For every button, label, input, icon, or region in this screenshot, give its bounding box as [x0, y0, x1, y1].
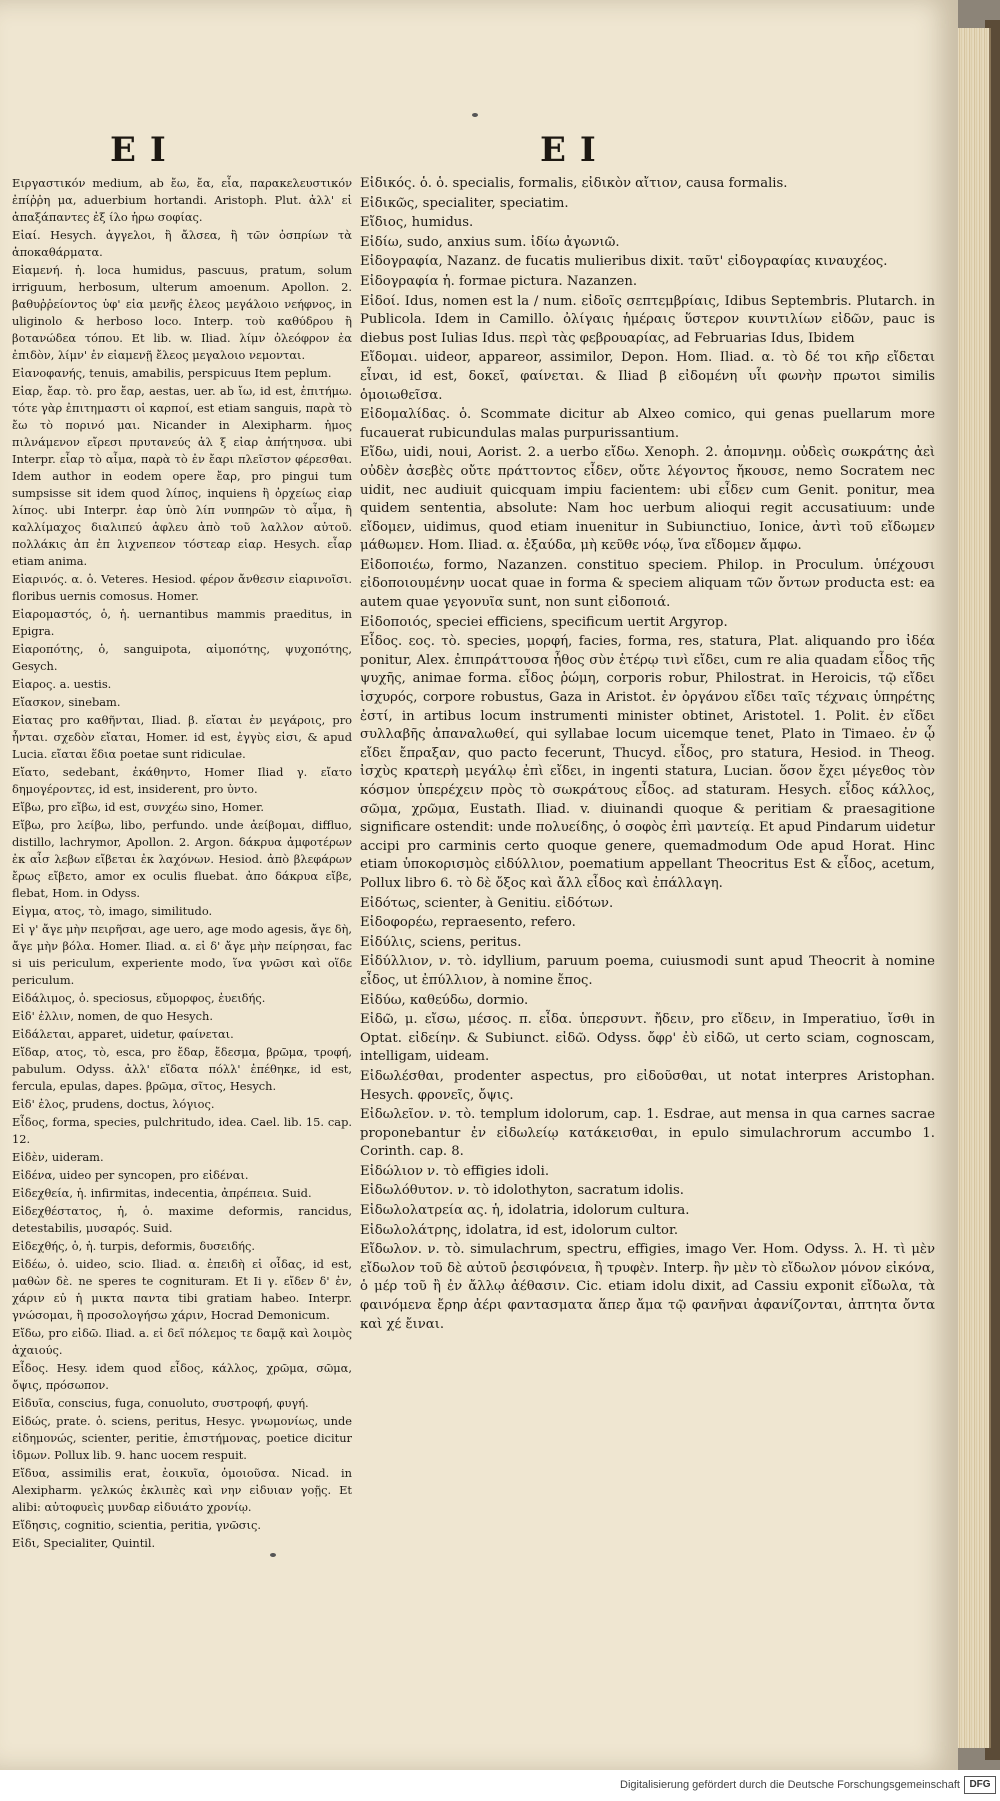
- dictionary-entry: Εἰδωλόθυτον. ν. τὸ idolothyton, sacratum idolis.: [360, 1183, 684, 1199]
- dictionary-entry: Εἴδαρ, ατος, τὸ, esca, pro ἔδαρ, ἔδεσμα, βρῶμα, τροφή, pabulum. Odyss. ἀλλ' εἴδατα πόλλ' ἐπέθηκε, id est, fercula, epulas, dapes. βρῶμα, σῖτος, Hesych.: [12, 1045, 352, 1093]
- dictionary-entry: Εἰαρινός. α. ὁ. Veteres. Hesiod. φέρον ἄνθεσιν εἰαρινοῖσι. floribus uernis comosus. Homer.: [12, 572, 352, 603]
- dictionary-entry: Εἴβω, pro λείβω, libo, perfundo. unde ἀείβομαι, diffluo, distillo, lachrymor, Apollon. 2. Argon. δάκρυα ἀμφοτέρων ἐκ αἶσ λεβων εἴβεται ἐκ λαχόνων. Hesiod. ἀπὸ βλεφάρων ἔρως εἴβετο, amor ex oculis fluebat. ἀπο δάκρυα εἴβε, flebat, Hom. in Odyss.: [12, 818, 352, 900]
- dictionary-entry: Εἰδογραφία ἡ. formae pictura. Nazanzen.: [360, 273, 638, 289]
- dictionary-entry: Εἶδος, forma, species, pulchritudo, idea. Cael. lib. 15. cap. 12.: [12, 1115, 352, 1146]
- dictionary-entry: Εἰαρομαστός, ὁ, ἡ. uernantibus mammis praeditus, in Epigra.: [12, 607, 352, 638]
- digitization-footer: [0, 1770, 1000, 1801]
- dictionary-entry: Εἴβω, pro εἴβω, id est, συνχέω sino, Homer.: [12, 800, 264, 814]
- dictionary-entry: Εἰδυῖα, conscius, fuga, conuoluto, συστροφή, φυγή.: [12, 1396, 309, 1410]
- dictionary-entry: Εἴδιος, humidus.: [360, 215, 474, 231]
- ink-mark: [270, 1553, 276, 1557]
- left-column: [12, 175, 352, 1553]
- dictionary-entry: Εἰδύλλιον, ν. τὸ. idyllium, paruum poema, cuiusmodi sunt apud Theocrit à nomine εἶδος, ut ἐπύλλιον, à nomine ἔπος.: [360, 954, 935, 988]
- footer-credit: Digitalisierung gefördert durch die Deutsche Forschungsgemeinschaft: [620, 1779, 960, 1791]
- dictionary-entry: Εἰδοποιός, speciei efficiens, specificum uertit Argyrop.: [360, 614, 728, 630]
- dictionary-entry: Εἰδίω, sudo, anxius sum. ἰδίω ἀγωνιῶ.: [360, 234, 620, 250]
- dictionary-entry: Εἰδομαλίδας. ὁ. Scommate dicitur ab Alxeo comico, qui genas puellarum more fucauerat rubicundulas malas purpurissantium.: [360, 407, 935, 441]
- dictionary-entry: Εἰδεχθέστατος, ἡ, ὁ. maxime deformis, rancidus, detestabilis, μυσαρός. Suid.: [12, 1204, 352, 1235]
- dictionary-entry: Εἶδος. Hesy. idem quod εἶδος, κάλλος, χρῶμα, σῶμα, ὄψις, πρόσωπον.: [12, 1361, 352, 1392]
- dictionary-entry: Εἰδι, Specialiter, Quintil.: [12, 1536, 156, 1550]
- dictionary-entry: Εἰδοί. Idus, nomen est la / num. εἰδοῖς σεπτεμβρίαις, Idibus Septembris. Plutarch. in Publicola. Idem in Camillo. ὀλίγαις ἡμέραις ὕστερον κυιντιλίων εἰδῶν, pauc is diebus post Iulias Idus. περὶ τὰς φεβρουαρίας, ad Februarias Idus, Ibidem: [360, 293, 935, 346]
- dictionary-entry: Εἶδος. εος. τὸ. species, μορφή, facies, forma, res, statura, Plat. aliquando pro ἰδέα ponitur, Alex. ἐπιπράττουσα ἦθος σὺν ἑτέρῳ τινὶ εἴδει, cum re alia quadam εἶδος τῆς ψυχῆς, animae forma. εἶδος ῥώμη, corporis robur, Philostrat. in Heroicis, τῷ εἴδει ἰσχυρός, corpore robustus, Gaza in Aristot. ἐν ὀργάνου εἴδει ταῖς τέχναις ὑπηρέτης ἐστί, in artibus locum instrumenti minister obtinet, Aristotel. 1. Polit. ἐν εἴδει συλλαβῆς ἀπαναλωθεί, qui syllabae locum uicemque tenet, Plato in Timaeo. ἐν ᾧ εἴδει ἔπραξαν, quo pacto fecerunt, Thucyd. εἶδος, pro statura, Hesiod. in Theog. ἰσχὺς κρατερὴ μεγάλῳ ἐπὶ εἴδει, in ingenti statura, Lucian. ὅσον ἔχει μέγεθος τὸν κόσμον ὑπερέχειν πρὸς τὸ σωκράτους εἶδος. ad staturam. Hesych. εἶδος κάλλος, σῶμα, χρῶμα, Eustath. Iliad. v. diuinandi quoque & peritiam & praesagitione significare ostendit: unde πολυείδης, ὁ σοφὸς ἐπὶ μαντείᾳ. Et apud Pindarum uidetur accipi pro carminis certo quoque genere, quemadmodum Ode apud Horat. Hinc etiam ὑποκορισμὸς εἰδύλλιον, poematium appellant Theocritus Est & εἶδος, acetum, Pollux libro 6. τὸ δὲ ὄξος καὶ ἄλλ εἶδος καὶ ἐπάλλαγη.: [360, 634, 935, 891]
- dictionary-entry: Εἰανοφανής, tenuis, amabilis, perspicuus Item peplum.: [12, 366, 332, 380]
- dictionary-entry: Εἰγμα, ατος, τὸ, imago, similitudo.: [12, 904, 213, 918]
- header-left: EI: [110, 130, 180, 170]
- dictionary-entry: Εἰδότως, scienter, à Genitiu. εἰδότων.: [360, 895, 614, 911]
- dictionary-entry: Εἰαρ, ἔαρ. τὸ. pro ἔαρ, aestas, uer. ab ἴω, id est, ἐπιτήμω. τότε γὰρ ἐπιτημαστι οἱ καρποί, est etiam sanguis, παρὰ τὸ ἔω τὸ πορινό μαι. Nicander in Alexipharm. ἡμος πιλνάμενον εἴρεσι πρυτανεύς ἀλ ξ εἰαρ ἀπήτηυσα. ubi Interpr. εἶαρ τὸ αἷμα, παρὰ τὸ ἐν ἔαρι πλεῖστον φέρεσθαι. Idem author in eodem opere ἔαρ, pro pingui tum sumpsisse sit idem quod λίπος, inquiens ἢ ὀρχείως εἰαρ λίπος. ubi Interpr. ἐαρ ὑπὸ λίπ νυπηρῶν τὸ αἷμα, ἢ καλλίμαχος διαλιπεύ ἁφλευ ἀπὸ τοῦ λαλλον αὐτοῦ. πολλάκις ἀπ ἐπ λιχνεπεον τόστεαρ εἰαρ. Hesych. εἶαρ etiam anima.: [12, 384, 352, 568]
- dictionary-entry: Εἰδένα, uideo per syncopen, pro εἰδέναι.: [12, 1168, 249, 1182]
- dictionary-entry: Εἰδοφορέω, repraesento, refero.: [360, 915, 576, 931]
- dictionary-entry: Εἰδικῶς, specialiter, speciatim.: [360, 195, 569, 211]
- dictionary-entry: Εἰδωλέσθαι, prodenter aspectus, pro εἰδοῦσθαι, ut notat interpres Aristophan. Hesych. φρονεῖς, ὄψις.: [360, 1068, 935, 1103]
- dictionary-entry: Εἰδωλολατρεία ας. ἡ, idolatria, idolorum cultura.: [360, 1203, 690, 1219]
- dictionary-entry: Εἰδωλεῖον. ν. τὸ. templum idolorum, cap. 1. Esdrae, aut mensa in qua carnes sacrae proponebantur ἐν εἰδωλείῳ κατάκεισθαι, in epulo simulachrorum accumbo 1. Corinth. cap. 8.: [360, 1107, 935, 1160]
- dictionary-entry: Εἰ γ' ἄγε μὴν πειρῆσαι, age uero, age modo agesis, ἄγε δὴ, ἄγε μὴν βόλα. Homer. Iliad. α. εἰ δ' ἄγε μὴν πείρησαι, fac si uis periculum, experiente modo, ἵνα γνῶσι καὶ οἵδε periculum.: [12, 922, 352, 987]
- dictionary-entry: Εἰαί. Hesych. ἀγγελοι, ἢ ἄλσεα, ἢ τῶν ὀσπρίων τὰ ἀποκαθάρματα.: [12, 228, 352, 259]
- dictionary-entry: Εἰδάλιμος, ὁ. speciosus, εὔμορφος, ἐυειδής.: [12, 991, 266, 1005]
- dictionary-entry: Eιργαστικόν medium, ab ἔω, ἔα, εἶα, παρακελευστικόν ἐπίῤῥη μα, aduerbium hortandi. Aristoph. Plut. ἀλλ' εἰ ἀπαξάπαντες ἐξ ίλο ἡρω σοφίας.: [12, 176, 352, 224]
- dictionary-entry: Εἴδομαι. uideor, appareor, assimilor, Depon. Hom. Iliad. α. τὸ δέ τοι κῆρ εἴδεται εἶναι, id est, δοκεῖ, φαίνεται. & Iliad β εἰδομένη υἷι φωνὴν πρωτοι similis ὁμοιωθεῖσα.: [360, 350, 935, 403]
- dictionary-entry: Εἰδὲν, uideram.: [12, 1150, 104, 1164]
- dictionary-entry: Εἴδησις, cognitio, scientia, peritia, γνῶσις.: [12, 1518, 261, 1532]
- dictionary-entry: Εἰδ' ἐλλιν, nomen, de quo Hesych.: [12, 1009, 213, 1023]
- dictionary-entry: Εἴδυα, assimilis erat, ἐοικυῖα, ὁμοιοῦσα. Nicad. in Alexipharm. γελκώς ἐκλιπὲς καὶ νην εἰδυιαν γοῇς. Et alibi: αὐτοφυεὶς μυνδαρ εἰδυιάτο χρονίῳ.: [12, 1466, 352, 1514]
- dictionary-entry: Εἰαροπότης, ὁ, sanguipota, αἱμοπότης, ψυχοπότης, Gesych.: [12, 642, 352, 673]
- dfg-logo-icon: DFG: [964, 1776, 996, 1794]
- dictionary-entry: Εἰαμενή. ἡ. loca humidus, pascuus, pratum, solum irriguum, herbosum, ulterum amoenum. Apollon. 2. βαθυῤῥείοντος ὑφ' εἰα μενῆς ἑλεος μεγάλοιο νεήφνος, in uliginolo & herboso loco. Interp. τοὺ καθύδρου ἢ βοτανώδεα τόπου. Et lib. w. Iliad. λίμν ὀλεόφρον ἐα ἐπιδὸν, λίμν' ἐν εἰαμενῇ ἔλεος μεγαλοιο νεμονται.: [12, 263, 352, 362]
- dictionary-entry: Εἴατο, sedebant, ἐκάθηντο, Homer Iliad γ. εἴατο δημογέροντες, id est, insiderent, pro ὑντο.: [12, 765, 352, 796]
- dictionary-entry: Εἰδάλεται, apparet, uidetur, φαίνεται.: [12, 1027, 234, 1041]
- page-edges: [955, 28, 991, 1748]
- dictionary-entry: Εἴδω, uidi, noui, Aorist. 2. a uerbo εἴδω. Xenoph. 2. ἀπομνημ. οὐδεὶς σωκράτης ἀεὶ οὐδὲν ἀσεβὲς οὔτε πράττοντος εἶδεν, οὔτε λέγοντος ἤκουσε, nemo Socratem nec uidit, nec audiuit quicquam impiu facientem: ubi εἶδεν cum Genit. ponitur, mea quidem sententia, absolute: Nam hoc uerbum alioqui regit accusatiuum: unde εἴδομεν, uidimus, quod etiam inuenitur in Subiunctiuo, Ionice, ἀντὶ τοῦ εἴδωμεν μάθωμεν. Hom. Iliad. α. ἐξαύδα, μὴ κεῦθε νόῳ, ἵνα εἴδομεν ἄμφω.: [360, 445, 935, 554]
- dictionary-entry: Εἴδω, pro εἰδῶ. Iliad. a. εἰ δεῖ πόλεμος τε δαμᾷ καὶ λοιμὸς ἀχαιούς.: [12, 1326, 352, 1357]
- dictionary-entry: Εἰδώς, prate. ὁ. sciens, peritus, Hesyc. γνωμονίως, unde εἰδημονώς, scienter, peritie, ἐπιστήμονας, poetice dicitur ἰδμων. Pollux lib. 9. hanc uocem respuit.: [12, 1414, 352, 1462]
- dictionary-entry: Εἰαρος. a. uestis.: [12, 677, 112, 691]
- dictionary-entry: Εἰδύω, καθεύδω, dormio.: [360, 992, 529, 1008]
- dictionary-entry: Εἰδῶ, μ. εἴσω, μέσος. π. εἶδα. ὑπερσυντ. ἤδειν, pro εἴδειν, in Imperatiuo, ἴσθι in Optat. εἰδείην. & Subiunct. εἰδῶ. Odyss. ὄφρ' ἐὺ εἰδῶ, ut certo sciam, cognoscam, intelligam, uideam.: [360, 1012, 935, 1065]
- header-right: EI: [540, 130, 610, 170]
- dictionary-entry: Εἰδοποιέω, formo, Nazanzen. constituo speciem. Philop. in Proculum. ὑπέχουσι εἰδοποιουμένην uocat quae in forma & speciem aliquam τῶν ὄντων producta est: ea autem quae γεγονυῖα sunt, non sunt εἰδοποιά.: [360, 557, 935, 611]
- dictionary-entry: Εἰδογραφία, Nazanz. de fucatis mulieribus dixit. ταῦτ' εἰδογραφίας κιναυχέος.: [360, 254, 888, 270]
- dictionary-entry: Εἰδ' ἐλος, prudens, doctus, λόγιος.: [12, 1097, 215, 1111]
- dictionary-entry: Εἰδεχθής, ὁ, ἡ. turpis, deformis, δυσειδής.: [12, 1239, 255, 1253]
- dictionary-entry: Εἰδικός. ὁ. ὁ. specialis, formalis, εἰδικὸν αἴτιον, causa formalis.: [360, 176, 788, 191]
- dictionary-entry: Εἴασκον, sinebam.: [12, 695, 121, 709]
- dictionary-entry: Εἰδέω, ὁ. uideo, scio. Iliad. α. ἐπειδὴ εἰ οἶδας, id est, μαθὼν δὲ. ne speres te cognituram. Et Ii γ. εἴδεν δ' ἐν, χάριν εὐ ἡ μικτα παντα tibi gratiam habeo. Interpr. γνώσομαι, ἢ προσολογήσω χάριν, Hocrad Demonicum.: [12, 1257, 352, 1322]
- dictionary-entry: Εἰδωλολάτρης, idolatra, id est, idolorum cultor.: [360, 1222, 679, 1238]
- dictionary-entry: Εἰατας pro καθῆνται, Iliad. β. εἴαται ἐν μεγάροις, pro ἧνται. σχεδὸν εἴαται, Homer. id est, ἐγγὺς εἰσι, & apud Lucia. εἴαται ἕδια poetae sunt ridiculae.: [12, 713, 352, 761]
- dictionary-entry: Εἴδωλον. ν. τὸ. simulachrum, spectru, effigies, imago Ver. Hom. Odyss. λ. Η. τὶ μὲν εἴδωλον τοῦ δὲ αὐτοῦ ῥεσιφόνεια, ἢ τρυφὲν. Interp. ἢν μὲν τὸ εἴδωλον μόνον εἰκόνα, ὁ μέρ τοῦ ἢ ἐν ἄλλῳ ἀέθασιν. Cic. etiam idolu dixit, ad Cassiu exponit εἴδωλα, τὰ φαινόμενα ἔρηρ ἀέρι φαντασματα ἅπερ ἄμα τῷ φανῆναι ἀφανίζονται, ἀπτητα ὄντα καὶ χέ ἔιναι.: [360, 1242, 935, 1332]
- running-header: [0, 130, 958, 170]
- dictionary-entry: Εἰδώλιον ν. τὸ effigies idoli.: [360, 1163, 550, 1179]
- ink-mark: [472, 113, 478, 117]
- right-column: [360, 175, 935, 1335]
- dictionary-entry: Εἰδεχθεία, ἡ. infirmitas, indecentia, ἀπρέπεια. Suid.: [12, 1186, 312, 1200]
- dictionary-entry: Εἰδύλις, sciens, peritus.: [360, 934, 522, 950]
